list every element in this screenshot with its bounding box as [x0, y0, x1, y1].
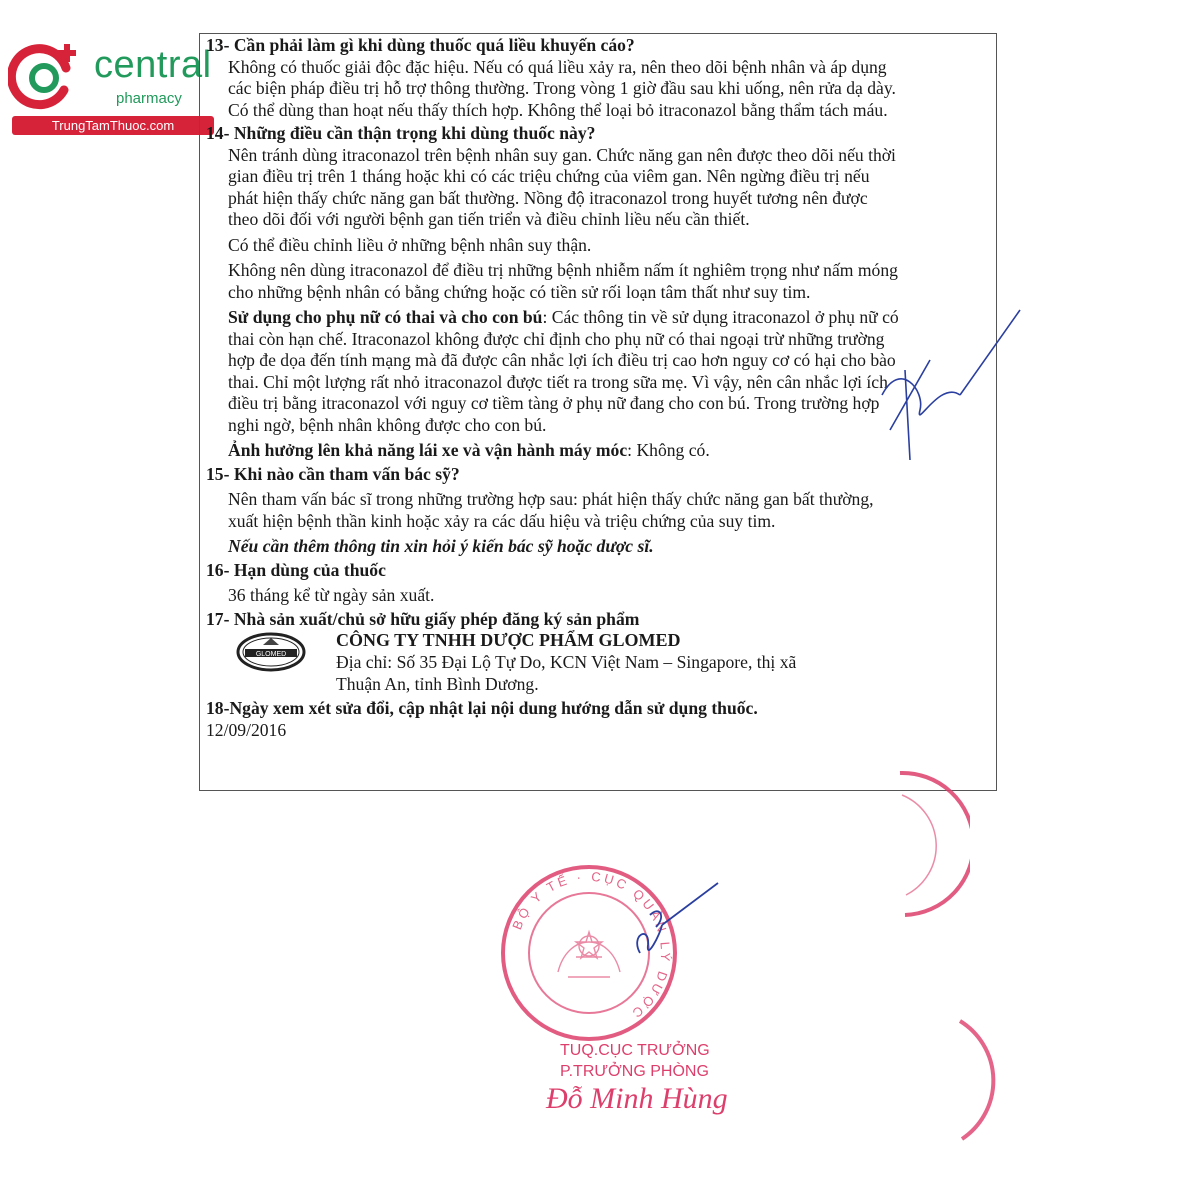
company-name: CÔNG TY TNHH DƯỢC PHẨM GLOMED: [336, 630, 681, 650]
brand-site-link[interactable]: TrungTamThuoc.com: [12, 116, 214, 135]
brand-name: central: [94, 44, 212, 86]
section-14-title: 14- Những điều cần thận trọng khi dùng thuốc này?: [206, 123, 596, 143]
section-13-line: Có thể dùng than hoạt nếu thấy thích hợp. Không thể loại bỏ itraconazol bằng thẩm tách máu.: [228, 99, 888, 120]
stamp-signer-name: Đỗ Minh Hùng: [546, 1082, 728, 1115]
section-14-renal: Có thể điều chỉnh liều ở những bệnh nhân suy thận.: [228, 234, 592, 255]
pregnancy-text: : Các thông tin về sử dụng itraconazol ở phụ nữ có: [542, 307, 899, 327]
section-14-line: điều trị bằng itraconazol với nguy cơ tiềm tàng ở phụ nữ đang cho con bú. Trong trường hợp: [228, 393, 880, 413]
central-pharmacy-icon: [8, 38, 90, 114]
brand-subtitle: pharmacy: [116, 90, 182, 107]
address-line: Địa chỉ: Số 35 Đại Lộ Tự Do, KCN Việt Nam – Singapore, thị xã: [336, 652, 797, 672]
address-line: Thuận An, tỉnh Bình Dương.: [336, 673, 539, 694]
section-15-line: xuất hiện bệnh thần kinh hoặc xảy ra các dấu hiệu và triệu chứng của suy tim.: [228, 510, 776, 531]
section-18-date: 12/09/2016: [206, 719, 287, 740]
brand-logo: [8, 38, 213, 138]
driving-label: Ảnh hưởng lên khả năng lái xe và vận hành máy móc: [228, 440, 628, 460]
stamp-ring-text: BỘ Y TẾ · CỤC QUẢN LÝ DƯỢC: [509, 868, 674, 1023]
glomed-logo-text: GLOMED: [255, 651, 287, 658]
section-13-line: các biện pháp điều trị hỗ trợ thông thường. Trong vòng 1 giờ đầu sau khi uống, nên rửa dạ dày.: [228, 78, 896, 98]
stamp-line: TUQ.CỤC TRƯỞNG: [560, 1042, 710, 1059]
section-18-title: 18-Ngày xem xét sửa đổi, cập nhật lại nội dung hướng dẫn sử dụng thuốc.: [206, 698, 758, 718]
section-13-line: Không có thuốc giải độc đặc hiệu. Nếu có quá liều xảy ra, nên theo dõi bệnh nhân và áp dụng: [228, 56, 887, 77]
section-14-line: hợp đe dọa đến tính mạng mà đã được cân nhắc lợi ích điều trị cao hơn nguy cơ có hại cho bào: [228, 350, 896, 370]
company-address: [336, 652, 896, 695]
section-14-line: Không nên dùng itraconazol để điều trị những bệnh nhiễm nấm ít nghiêm trọng như nấm móng: [228, 260, 898, 280]
section-14-line: cho những bệnh nhân có bằng chứng hoặc có tiền sử rối loạn tâm thất như suy tim.: [228, 281, 811, 302]
section-14-line: gian điều trị trên 1 tháng hoặc khi có các triệu chứng của viêm gan. Nên ngừng điều trị nếu: [228, 166, 870, 186]
section-14-line: Nên tránh dùng itraconazol trên bệnh nhân suy gan. Chức năng gan nên được theo dõi nếu thời: [228, 144, 896, 165]
stamp-signature-mark: [620, 875, 730, 965]
pregnancy-label: Sử dụng cho phụ nữ có thai và cho con bú: [228, 307, 543, 327]
section-16-title: 16- Hạn dùng của thuốc: [206, 559, 386, 580]
manufacturer-block: [206, 630, 991, 698]
section-14-line: thai còn hạn chế. Itraconazol không được chỉ định cho phụ nữ có thai ngoại trừ những trường: [228, 328, 885, 349]
glomed-logo: [236, 632, 306, 672]
signature-mark: [870, 300, 1030, 470]
section-14-line: phát hiện thấy chức năng gan bất thường. Nồng độ itraconazol trong huyết tương nên được: [228, 187, 868, 208]
section-16-value: 36 tháng kể từ ngày sản xuất.: [228, 585, 435, 605]
partial-stamp: [940, 1015, 1000, 1145]
section-15-title: 15- Khi nào cần tham vấn bác sỹ?: [206, 463, 460, 484]
section-14-line: thai. Chỉ một lượng rất nhỏ itraconazol được tiết ra trong sữa mẹ. Vì vậy, nên cân nhắc lợi ích: [228, 371, 888, 392]
section-14-line: theo dõi đối với người bệnh gan tiến triển và điều chỉnh liều nếu cần thiết.: [228, 209, 750, 229]
section-14-line: nghi ngờ, bệnh nhân không được cho con bú.: [228, 414, 547, 435]
partial-stamp: [880, 765, 970, 925]
section-15-note: Nếu cần thêm thông tin xin hỏi ý kiến bác sỹ hoặc dược sĩ.: [228, 536, 654, 556]
stamp-title: [560, 1040, 710, 1082]
section-15-line: Nên tham vấn bác sĩ trong những trường hợp sau: phát hiện thấy chức năng gan bất thường,: [228, 489, 874, 509]
section-13-title: 13- Cần phải làm gì khi dùng thuốc quá liều khuyến cáo?: [206, 35, 635, 55]
section-17-title: 17- Nhà sản xuất/chủ sở hữu giấy phép đăng ký sản phẩm: [206, 608, 640, 629]
stamp-line: P.TRƯỞNG PHÒNG: [560, 1063, 709, 1080]
driving-value: : Không có.: [627, 440, 710, 460]
